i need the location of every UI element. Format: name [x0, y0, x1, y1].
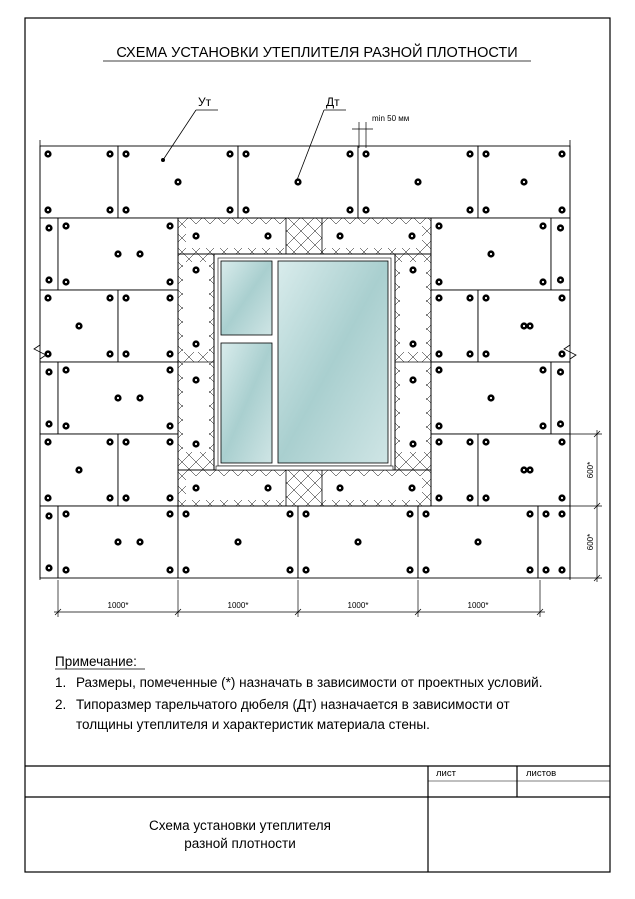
- dowel-icon: [558, 494, 565, 501]
- dowel-icon: [166, 566, 173, 573]
- window-pane-right: [278, 261, 388, 463]
- note-2-text-line2: толщины утеплителя и характеристик материала стены.: [76, 717, 430, 732]
- dowel-icon: [122, 350, 129, 357]
- dowel-icon: [539, 366, 546, 373]
- dowel-icon: [182, 510, 189, 517]
- dowel-icon: [45, 224, 52, 231]
- dowel-icon: [336, 484, 343, 491]
- dim-v-2: 600*: [586, 533, 595, 551]
- dowel-icon: [466, 350, 473, 357]
- stamp-sheet-label: лист: [436, 768, 456, 779]
- dowel-icon: [44, 294, 51, 301]
- vertical-dimension: [570, 430, 602, 582]
- dowel-icon: [409, 440, 416, 447]
- dowel-icon: [44, 150, 51, 157]
- dowel-icon: [558, 566, 565, 573]
- dowel-icon: [362, 206, 369, 213]
- gap-marker: [352, 122, 373, 148]
- dowel-icon: [45, 512, 52, 519]
- dowel-icon: [106, 494, 113, 501]
- dowel-icon: [557, 420, 564, 427]
- dowel-icon: [557, 224, 564, 231]
- dowel-icon: [44, 494, 51, 501]
- dowel-icon: [264, 484, 271, 491]
- dowel-icon: [487, 394, 494, 401]
- dowel-icon: [62, 278, 69, 285]
- dowel-icon: [526, 566, 533, 573]
- dowel-icon: [174, 178, 181, 185]
- dowel-icon: [542, 566, 549, 573]
- dowel-icon: [166, 510, 173, 517]
- dowel-icon: [336, 232, 343, 239]
- dowel-icon: [435, 278, 442, 285]
- dowel-icon: [122, 150, 129, 157]
- dowel-icon: [62, 366, 69, 373]
- dowel-icon: [435, 294, 442, 301]
- note-1-num: 1.: [55, 675, 67, 690]
- dim-h-3: 1000*: [347, 601, 369, 610]
- dowel-icon: [182, 566, 189, 573]
- dowel-icon: [539, 278, 546, 285]
- dowel-icon: [414, 178, 421, 185]
- dowel-icon: [166, 350, 173, 357]
- dowel-icon: [422, 510, 429, 517]
- note-2-text-line1: Типоразмер тарельчатого дюбеля (Дт) назначается в зависимости от: [76, 697, 510, 712]
- dowel-icon: [242, 150, 249, 157]
- dowel-icon: [422, 566, 429, 573]
- dowel-icon: [435, 350, 442, 357]
- dowel-icon: [75, 322, 82, 329]
- dowel-icon: [346, 206, 353, 213]
- dowel-icon: [106, 438, 113, 445]
- dowel-icon: [466, 494, 473, 501]
- dowel-icon: [75, 466, 82, 473]
- dowel-icon: [122, 206, 129, 213]
- dowel-icon: [62, 566, 69, 573]
- dowel-icon: [192, 266, 199, 273]
- dowel-icon: [264, 232, 271, 239]
- dowel-icon: [242, 206, 249, 213]
- dowel-icon: [106, 350, 113, 357]
- dowel-icon: [558, 510, 565, 517]
- drawing-title: СХЕМА УСТАНОВКИ УТЕПЛИТЕЛЯ РАЗНОЙ ПЛОТНОСТИ: [116, 45, 518, 61]
- dowel-icon: [474, 538, 481, 545]
- dowel-icon: [302, 510, 309, 517]
- dowel-icon: [466, 294, 473, 301]
- dowel-icon: [482, 494, 489, 501]
- dowel-icon: [136, 250, 143, 257]
- dowel-icon: [122, 494, 129, 501]
- insulation-board: [40, 146, 118, 218]
- note-1-text: Размеры, помеченные (*) назначать в зависимости от проектных условий.: [76, 675, 543, 690]
- dowel-icon: [122, 438, 129, 445]
- dowel-icon: [482, 350, 489, 357]
- dowel-icon: [166, 422, 173, 429]
- dowel-icon: [542, 510, 549, 517]
- dowel-icon: [482, 206, 489, 213]
- notes: [55, 654, 542, 732]
- dowel-icon: [435, 438, 442, 445]
- dowel-icon: [44, 206, 51, 213]
- dowel-icon: [539, 222, 546, 229]
- dowel-icon: [166, 366, 173, 373]
- dowel-icon: [226, 206, 233, 213]
- dowel-icon: [192, 376, 199, 383]
- dowel-icon: [166, 278, 173, 285]
- dowel-icon: [192, 340, 199, 347]
- dim-v-1: 600*: [586, 461, 595, 479]
- dowel-icon: [409, 266, 416, 273]
- dowel-icon: [45, 564, 52, 571]
- dowel-icon: [106, 206, 113, 213]
- dim-h-1: 1000*: [107, 601, 129, 610]
- dowel-icon: [558, 294, 565, 301]
- dowel-icon: [487, 250, 494, 257]
- note-2-num: 2.: [55, 697, 67, 712]
- dowel-icon: [558, 350, 565, 357]
- dowel-icon: [44, 438, 51, 445]
- dowel-icon: [435, 366, 442, 373]
- dowel-icon: [466, 206, 473, 213]
- dowel-icon: [346, 150, 353, 157]
- dowel-icon: [45, 368, 52, 375]
- dowel-icon: [294, 178, 301, 185]
- dowel-icon: [435, 422, 442, 429]
- window-pane-top-left: [221, 261, 272, 335]
- dowel-icon: [114, 250, 121, 257]
- dowel-icon: [557, 368, 564, 375]
- dowel-icon: [408, 232, 415, 239]
- horizontal-dimension: [54, 580, 545, 617]
- stamp-name-line2: разной плотности: [184, 836, 296, 851]
- label-dt: Дт: [326, 95, 340, 109]
- stamp-sheets-label: листов: [526, 768, 557, 779]
- dowel-icon: [466, 150, 473, 157]
- dowel-icon: [557, 276, 564, 283]
- dowel-icon: [106, 150, 113, 157]
- dowel-icon: [62, 510, 69, 517]
- stamp-name-line1: Схема установки утеплителя: [149, 818, 331, 833]
- dowel-icon: [520, 178, 527, 185]
- insulation-board: [538, 506, 570, 578]
- dowel-icon: [44, 350, 51, 357]
- dowel-icon: [106, 294, 113, 301]
- dowel-icon: [406, 566, 413, 573]
- dowel-icon: [354, 538, 361, 545]
- dowel-icon: [45, 276, 52, 283]
- window-pane-bottom-left: [221, 343, 272, 463]
- dowel-icon: [166, 494, 173, 501]
- dim-h-4: 1000*: [467, 601, 489, 610]
- dowel-icon: [166, 222, 173, 229]
- dowel-icon: [409, 376, 416, 383]
- label-ut: Ут: [198, 95, 212, 109]
- dowel-icon: [558, 150, 565, 157]
- dowel-icon: [62, 222, 69, 229]
- dowel-icon: [166, 294, 173, 301]
- dowel-icon: [466, 438, 473, 445]
- dowel-icon: [406, 510, 413, 517]
- dowel-icon: [435, 494, 442, 501]
- dowel-icon: [526, 466, 533, 473]
- dowel-icon: [286, 510, 293, 517]
- dowel-icon: [136, 538, 143, 545]
- dowel-icon: [166, 438, 173, 445]
- dowel-icon: [558, 438, 565, 445]
- label-min-gap: min 50 мм: [372, 114, 410, 123]
- dowel-icon: [362, 150, 369, 157]
- dowel-icon: [539, 422, 546, 429]
- window: [214, 254, 395, 470]
- dowel-icon: [526, 322, 533, 329]
- dowel-icon: [45, 420, 52, 427]
- dowel-icon: [526, 510, 533, 517]
- dowel-icon: [122, 294, 129, 301]
- dowel-icon: [408, 484, 415, 491]
- dowel-icon: [114, 394, 121, 401]
- dowel-icon: [192, 440, 199, 447]
- dowel-icon: [482, 150, 489, 157]
- dowel-icon: [286, 566, 293, 573]
- dowel-icon: [192, 484, 199, 491]
- dowel-icon: [114, 538, 121, 545]
- dowel-icon: [62, 422, 69, 429]
- dowel-icon: [482, 438, 489, 445]
- notes-heading: Примечание:: [55, 654, 137, 669]
- dowel-icon: [234, 538, 241, 545]
- dowel-icon: [558, 206, 565, 213]
- dim-h-2: 1000*: [227, 601, 249, 610]
- dowel-icon: [302, 566, 309, 573]
- dowel-icon: [482, 294, 489, 301]
- dowel-icon: [435, 222, 442, 229]
- dowel-icon: [226, 150, 233, 157]
- dowel-icon: [136, 394, 143, 401]
- dowel-icon: [409, 340, 416, 347]
- dowel-icon: [192, 232, 199, 239]
